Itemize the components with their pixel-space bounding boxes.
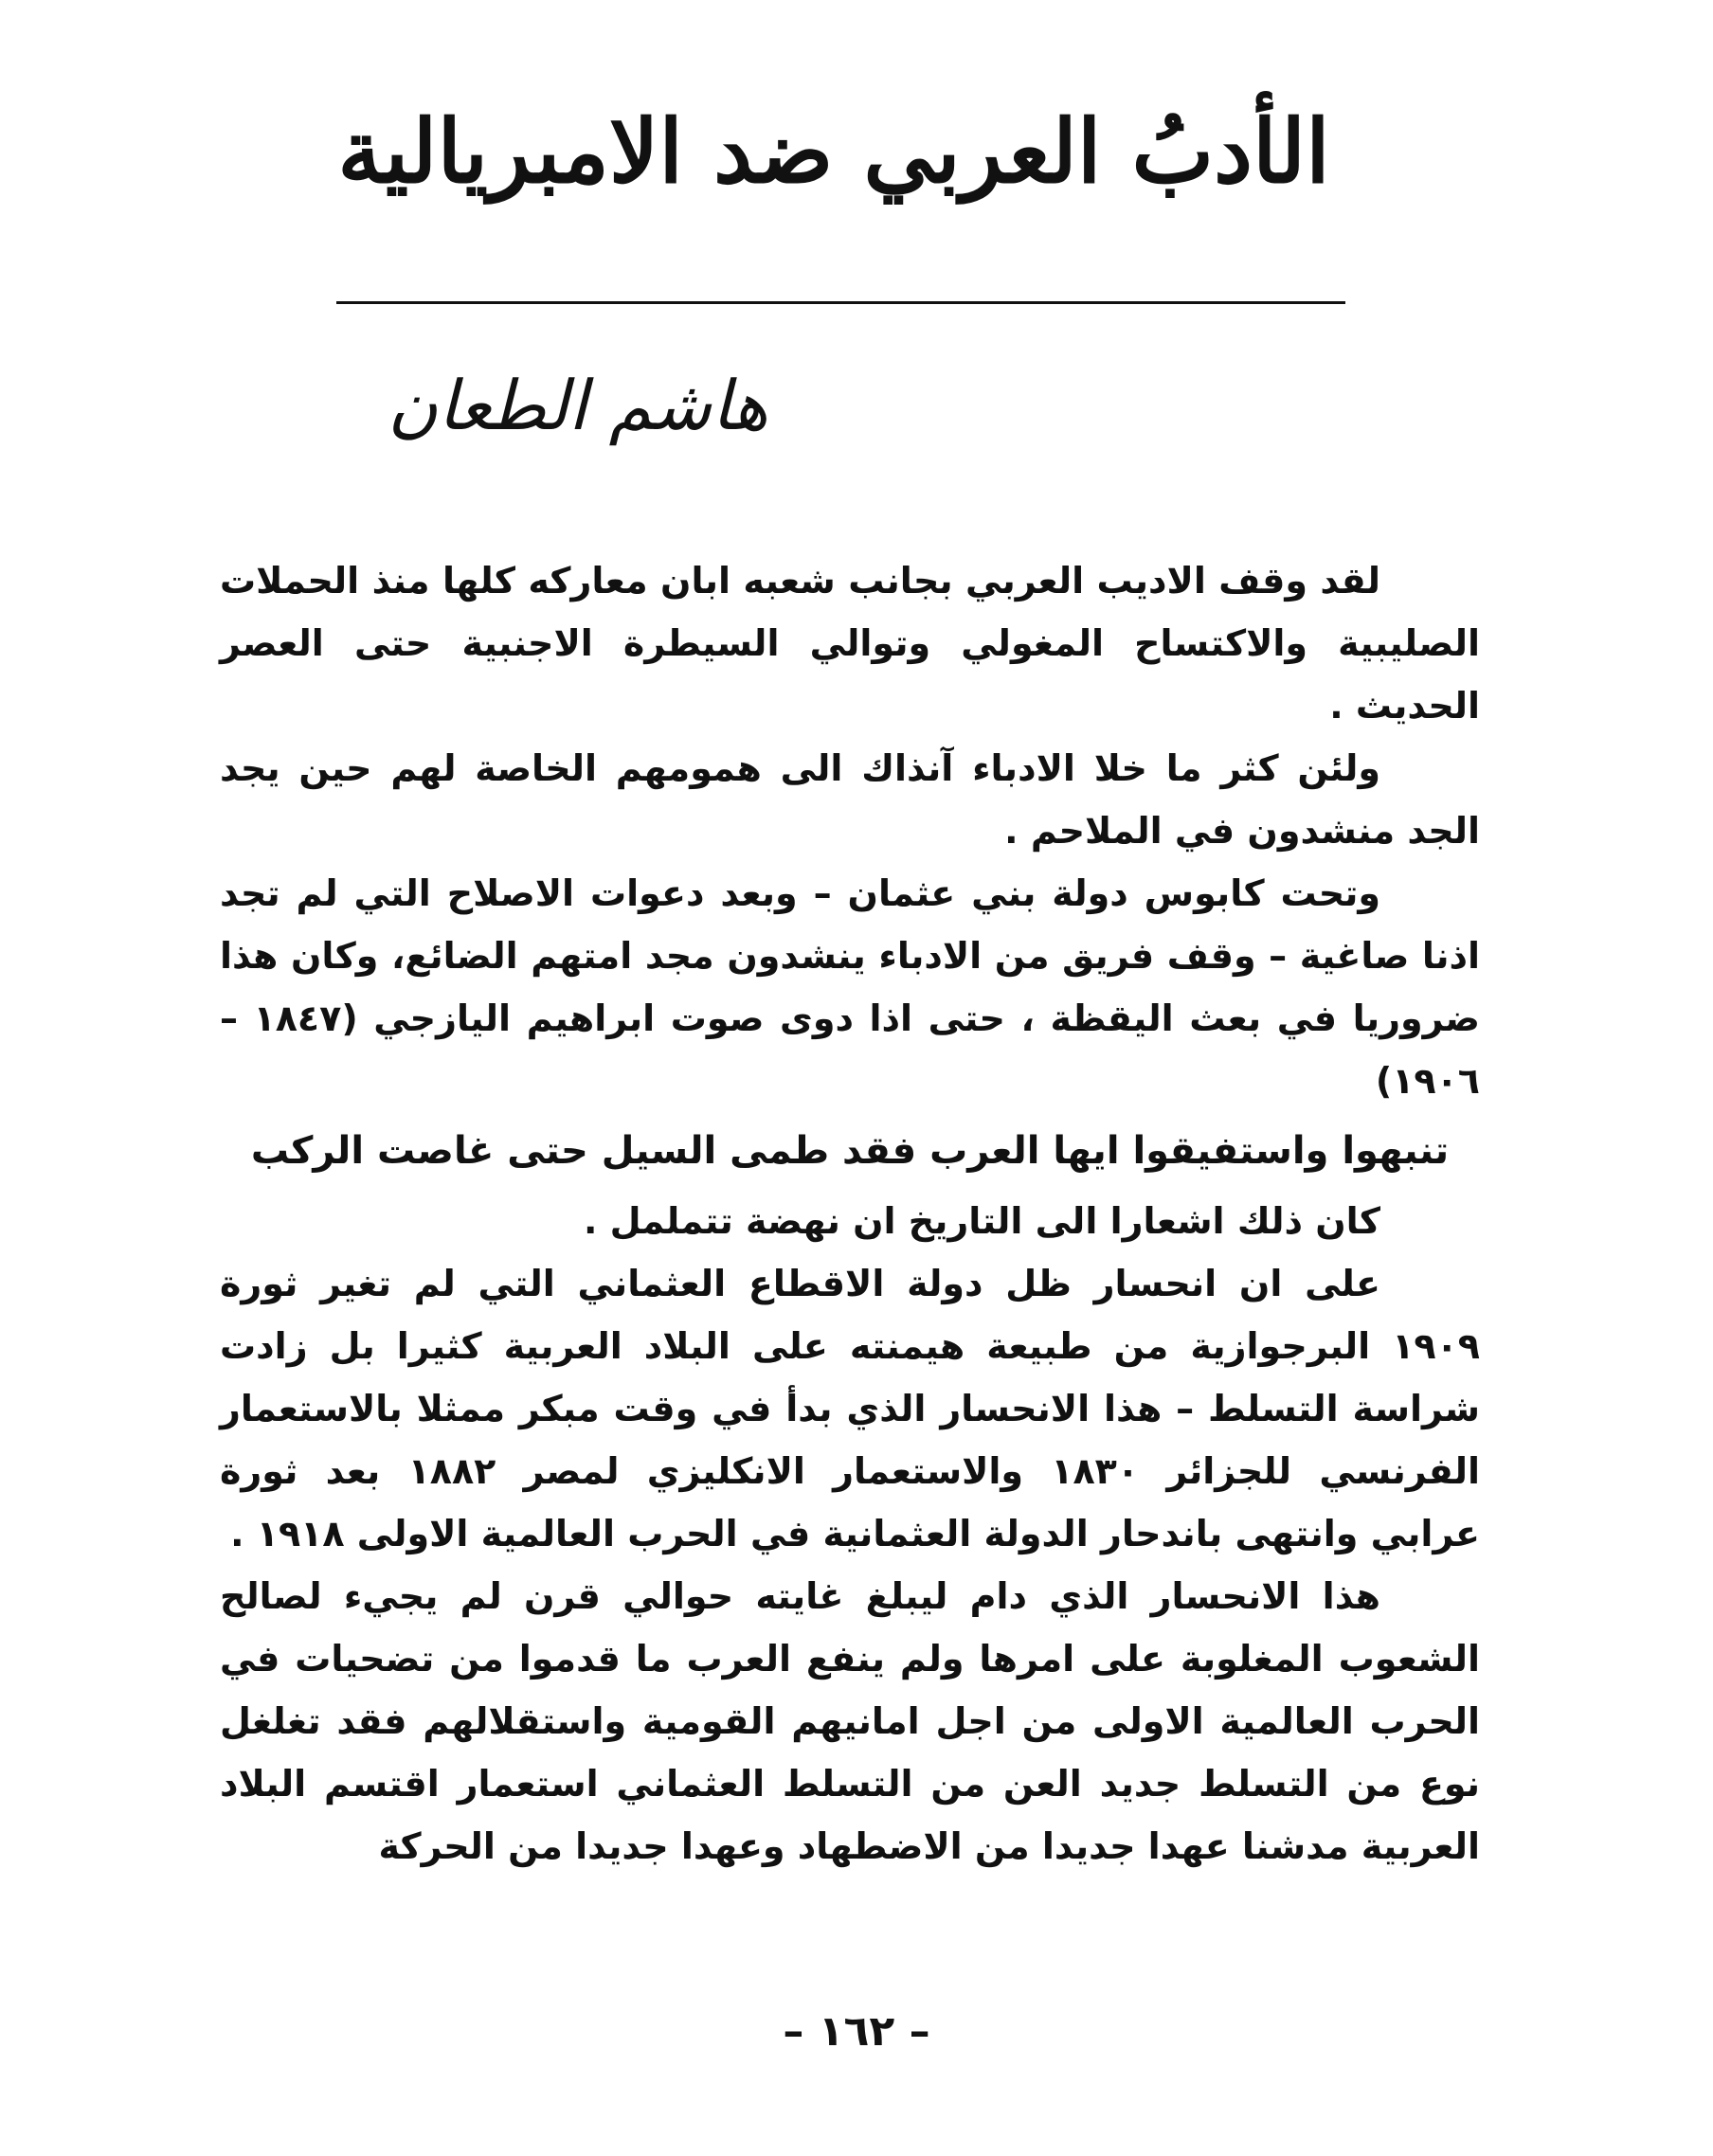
paragraph-1: لقد وقف الاديب العربي بجانب شعبه ابان معاركه كلها منذ الحملات الصليبية والاكتساح المغولي وتوالي السيطرة الاجنبية حتى العصر الحديث . (220, 560, 1480, 727)
paragraph-6: هذا الانحسار الذي دام ليبلغ غايته حوالي قرن لم يجيء لصالح الشعوب المغلوبة على امرها ولم ينفع العرب ما قدموا من تضحيات في الحرب العالمية الاولى من اجل امانيهم القومية واستقلالهم فقد تغلغل نوع من التسلط جديد العن من التسلط العثماني استعمار اقتسم البلاد العربية مدشنا عهدا جديدا من الاضطهاد وعهدا جديدا من الحركة (220, 1575, 1480, 1867)
article-body (220, 549, 1480, 1878)
paragraph-5: على ان انحسار ظل دولة الاقطاع العثماني التي لم تغير ثورة ١٩٠٩ البرجوازية من طبيعة هيمنته على البلاد العربية كثيرا بل زادت شراسة التسلط – هذا الانحسار الذي بدأ في وقت مبكر ممثلا بالاستعمار الفرنسي للجزائر ١٨٣٠ والاستعمار الانكليزي لمصر ١٨٨٢ بعد ثورة عرابي وانتهى باندحار الدولة العثمانية في الحرب العالمية الاولى ١٩١٨ . (220, 1263, 1480, 1554)
page-title: الأدبُ العربي ضد الامبريالية (337, 100, 1330, 203)
paragraph-2: ولئن كثر ما خلا الادباء آنذاك الى همومهم الخاصة لهم حين يجد الجد منشدون في الملاحم . (220, 747, 1480, 852)
page-number: – ١٦٢ – (783, 2007, 930, 2056)
paragraph-4: كان ذلك اشعارا الى التاريخ ان نهضة تتململ . (583, 1200, 1380, 1242)
author-name: هاشم الطعان (388, 366, 768, 445)
verse-line: تنبهوا واستفيقوا ايها العرب فقد طمى السيل حتى غاصت الركب (250, 1129, 1450, 1173)
paragraph-3: وتحت كابوس دولة بني عثمان – وبعد دعوات الاصلاح التي لم تجد اذنا صاغية – وقف فريق من الادباء ينشدون مجد امتهم الضائع، وكان هذا ضروريا في بعث اليقظة ، حتى اذا دوى صوت ابراهيم اليازجي (١٨٤٧ – ١٩٠٦) (220, 872, 1480, 1102)
title-divider (336, 301, 1345, 304)
